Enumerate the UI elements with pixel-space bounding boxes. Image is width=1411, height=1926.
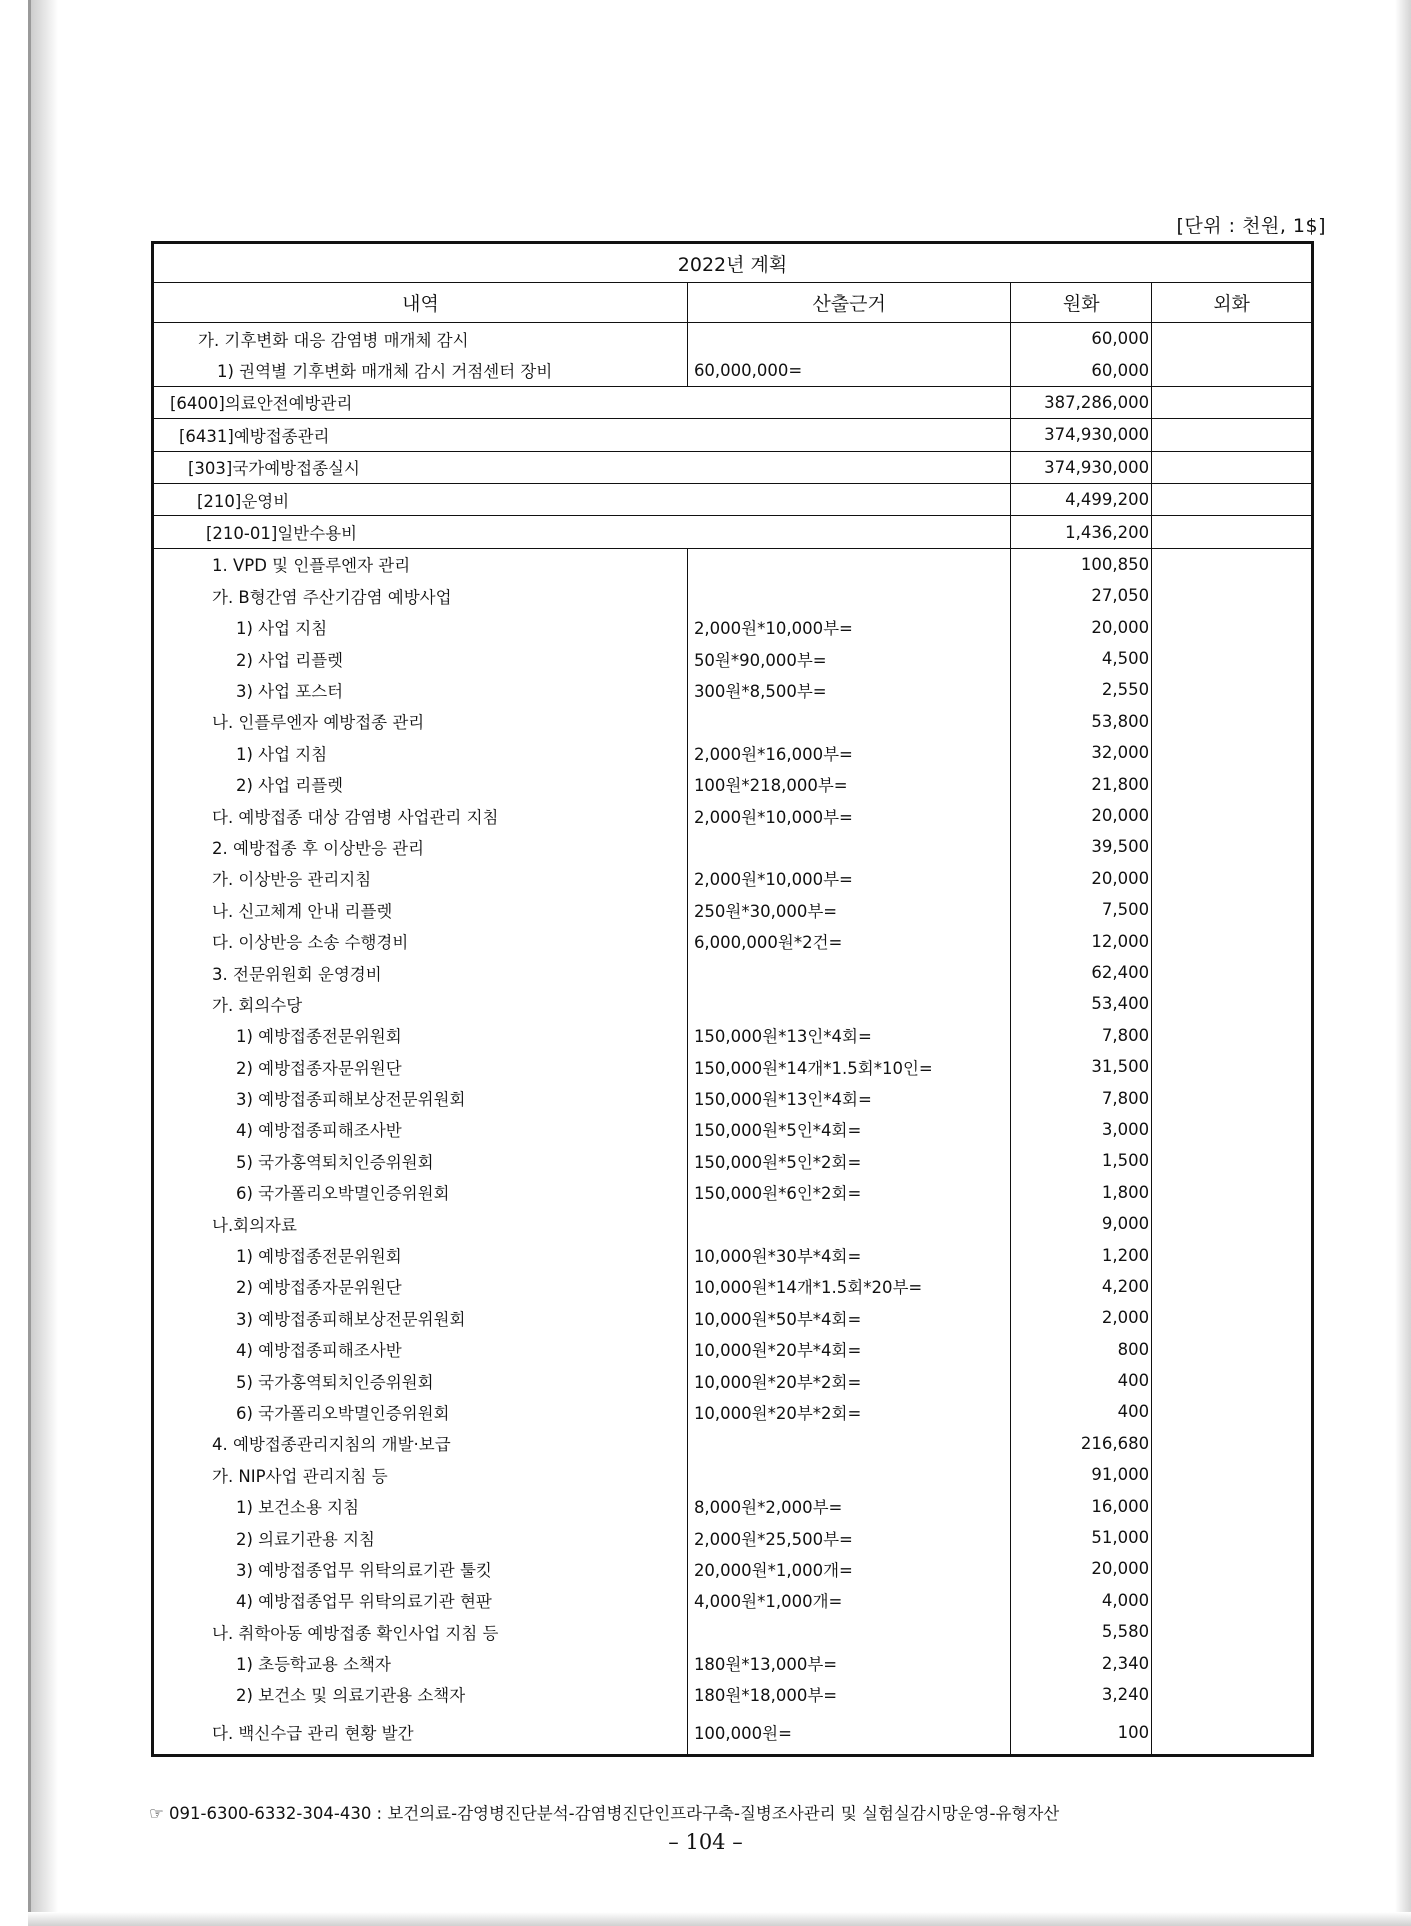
table-body [153,323,1313,1756]
cell-item: 6) 국가폴리오박멸인증위원회 [153,1177,688,1208]
cell-basis: 10,000원*20부*4회= [687,1334,1010,1365]
cell-krw: 2,550 [1011,674,1152,705]
cell-fx [1152,1177,1313,1208]
unit-label: [단위 : 천원, 1$] [1176,215,1326,237]
cell-krw: 3,240 [1011,1679,1152,1710]
cell-item: 2. 예방접종 후 이상반응 관리 [153,831,688,862]
cell-item: 1) 사업 지침 [153,612,688,643]
cell-krw: 16,000 [1011,1490,1152,1521]
cell-basis: 180원*18,000부= [687,1679,1010,1710]
cell-fx [1152,643,1313,674]
cell-krw: 1,200 [1011,1239,1152,1270]
cell-fx [1152,516,1313,548]
cell-item: 2) 예방접종자문위원단 [153,1271,688,1302]
column-header-basis: 산출근거 [687,283,1010,323]
column-header-item: 내역 [153,283,688,323]
cell-item: 2) 예방접종자문위원단 [153,1051,688,1082]
cell-krw: 400 [1011,1396,1152,1427]
table-row [153,1208,1313,1239]
cell-basis [687,706,1010,737]
cell-basis: 10,000원*50부*4회= [687,1302,1010,1333]
page-number: – 104 – [668,1830,743,1854]
cell-item: 3) 예방접종업무 위탁의료기관 툴킷 [153,1553,688,1584]
cell-fx [1152,1396,1313,1427]
cell-item: 가. 기후변화 대응 감염병 매개체 감시 [153,323,688,355]
cell-basis: 2,000원*10,000부= [687,863,1010,894]
cell-krw: 4,000 [1011,1585,1152,1616]
table-row [153,1114,1313,1145]
cell-krw: 20,000 [1011,612,1152,643]
cell-item: 3) 사업 포스터 [153,674,688,705]
cell-item: [210-01]일반수용비 [153,516,1011,548]
cell-fx [1152,354,1313,386]
cell-krw: 20,000 [1011,1553,1152,1584]
cell-item: 4) 예방접종피해조사반 [153,1114,688,1145]
cell-item: 1) 사업 지침 [153,737,688,768]
cell-fx [1152,1239,1313,1270]
cell-basis [687,323,1010,355]
cell-basis: 4,000원*1,000개= [687,1585,1010,1616]
table-row [153,1428,1313,1459]
cell-item: 2) 사업 리플렛 [153,768,688,799]
table-row [153,354,1313,386]
page-shadow-right [1395,0,1411,1926]
cell-fx [1152,1365,1313,1396]
cell-krw: 7,500 [1011,894,1152,925]
cell-fx [1152,1051,1313,1082]
cell-basis [687,988,1010,1019]
cell-fx [1152,706,1313,737]
table-row [153,1679,1313,1710]
cell-krw: 60,000 [1011,323,1152,355]
cell-basis: 180원*13,000부= [687,1647,1010,1678]
table-row [153,800,1313,831]
cell-fx [1152,1145,1313,1176]
cell-item: 1) 보건소용 지침 [153,1490,688,1521]
cell-basis: 8,000원*2,000부= [687,1490,1010,1521]
table-row [153,419,1313,451]
cell-krw: 7,800 [1011,1020,1152,1051]
table-row [153,1271,1313,1302]
table-row [153,863,1313,894]
cell-item: 3) 예방접종피해보상전문위원회 [153,1082,688,1113]
table-row [153,1585,1313,1616]
cell-basis: 10,000원*20부*2회= [687,1365,1010,1396]
cell-fx [1152,1114,1313,1145]
table-row [153,451,1313,483]
cell-basis: 6,000,000원*2건= [687,925,1010,956]
cell-krw: 53,800 [1011,706,1152,737]
cell-basis: 300원*8,500부= [687,674,1010,705]
cell-krw: 21,800 [1011,768,1152,799]
table-row [153,1020,1313,1051]
cell-krw: 374,930,000 [1011,451,1152,483]
cell-fx [1152,1522,1313,1553]
cell-item: 1) 예방접종전문위원회 [153,1020,688,1051]
cell-fx [1152,1459,1313,1490]
table-row [153,1710,1313,1756]
cell-basis: 150,000원*5인*4회= [687,1114,1010,1145]
cell-krw: 39,500 [1011,831,1152,862]
budget-table [151,241,1314,1757]
cell-fx [1152,957,1313,988]
cell-item: 3. 전문위원회 운영경비 [153,957,688,988]
cell-fx [1152,1616,1313,1647]
cell-krw: 100 [1011,1710,1152,1756]
cell-basis: 60,000,000= [687,354,1010,386]
cell-fx [1152,1271,1313,1302]
cell-basis: 2,000원*25,500부= [687,1522,1010,1553]
table-row [153,1334,1313,1365]
cell-basis: 150,000원*13인*4회= [687,1020,1010,1051]
cell-basis: 50원*90,000부= [687,643,1010,674]
table-row [153,957,1313,988]
cell-fx [1152,768,1313,799]
cell-basis: 100,000원= [687,1710,1010,1756]
cell-fx [1152,1082,1313,1113]
table-row [153,580,1313,611]
cell-fx [1152,323,1313,355]
cell-basis: 150,000원*5인*2회= [687,1145,1010,1176]
cell-item: 가. NIP사업 관리지침 등 [153,1459,688,1490]
table-row [153,894,1313,925]
table-row [153,516,1313,548]
table-row [153,1522,1313,1553]
cell-item: 나. 인플루엔자 예방접종 관리 [153,706,688,737]
cell-item: 다. 이상반응 소송 수행경비 [153,925,688,956]
cell-krw: 3,000 [1011,1114,1152,1145]
cell-basis [687,1428,1010,1459]
cell-item: 2) 사업 리플렛 [153,643,688,674]
cell-krw: 5,580 [1011,1616,1152,1647]
table-row [153,1490,1313,1521]
cell-item: 5) 국가홍역퇴치인증위원회 [153,1365,688,1396]
cell-item: 나.회의자료 [153,1208,688,1239]
cell-krw: 2,000 [1011,1302,1152,1333]
table-row [153,706,1313,737]
cell-basis: 2,000원*16,000부= [687,737,1010,768]
cell-krw: 32,000 [1011,737,1152,768]
table-row [153,1145,1313,1176]
cell-fx [1152,894,1313,925]
cell-basis [687,1208,1010,1239]
table-row [153,548,1313,580]
cell-krw: 374,930,000 [1011,419,1152,451]
cell-basis [687,957,1010,988]
cell-item: 4. 예방접종관리지침의 개발·보급 [153,1428,688,1459]
cell-item: [6400]의료안전예방관리 [153,386,1011,418]
cell-krw: 62,400 [1011,957,1152,988]
cell-basis: 100원*218,000부= [687,768,1010,799]
cell-fx [1152,1647,1313,1678]
cell-krw: 387,286,000 [1011,386,1152,418]
table-row [153,988,1313,1019]
cell-basis: 20,000원*1,000개= [687,1553,1010,1584]
cell-item: 1. VPD 및 인플루엔자 관리 [153,548,688,580]
cell-item: 1) 초등학교용 소책자 [153,1647,688,1678]
cell-basis [687,1459,1010,1490]
table-row [153,1177,1313,1208]
cell-fx [1152,580,1313,611]
cell-fx [1152,612,1313,643]
table-row [153,1553,1313,1584]
cell-fx [1152,1585,1313,1616]
column-header-krw: 원화 [1011,283,1152,323]
cell-item: 1) 권역별 기후변화 매개체 감시 거점센터 장비 [153,354,688,386]
cell-item: 다. 예방접종 대상 감염병 사업관리 지침 [153,800,688,831]
cell-krw: 216,680 [1011,1428,1152,1459]
cell-fx [1152,925,1313,956]
cell-fx [1152,483,1313,515]
cell-item: 가. B형간염 주산기감염 예방사업 [153,580,688,611]
cell-krw: 27,050 [1011,580,1152,611]
cell-krw: 400 [1011,1365,1152,1396]
cell-krw: 100,850 [1011,548,1152,580]
cell-item: 4) 예방접종업무 위탁의료기관 현판 [153,1585,688,1616]
table-row [153,1365,1313,1396]
table-row [153,674,1313,705]
page-shadow [28,0,58,1926]
cell-krw: 4,200 [1011,1271,1152,1302]
table-row [153,323,1313,355]
cell-basis: 150,000원*14개*1.5회*10인= [687,1051,1010,1082]
cell-fx [1152,1490,1313,1521]
table-row [153,737,1313,768]
cell-basis: 2,000원*10,000부= [687,800,1010,831]
cell-fx [1152,1679,1313,1710]
cell-basis: 250원*30,000부= [687,894,1010,925]
page-edge [28,0,31,1926]
table-row [153,386,1313,418]
table-row [153,1051,1313,1082]
cell-fx [1152,800,1313,831]
cell-fx [1152,1208,1313,1239]
cell-fx [1152,737,1313,768]
cell-fx [1152,831,1313,862]
cell-item: 1) 예방접종전문위원회 [153,1239,688,1270]
plan-header: 2022년 계획 [153,243,1313,283]
page-shadow-bottom [28,1912,1411,1926]
table-row [153,612,1313,643]
cell-item: 가. 회의수당 [153,988,688,1019]
cell-basis: 10,000원*30부*4회= [687,1239,1010,1270]
cell-basis [687,1616,1010,1647]
table-row [153,1396,1313,1427]
cell-krw: 7,800 [1011,1082,1152,1113]
cell-fx [1152,1710,1313,1756]
cell-fx [1152,451,1313,483]
cell-item: 가. 이상반응 관리지침 [153,863,688,894]
cell-krw: 1,500 [1011,1145,1152,1176]
cell-basis: 2,000원*10,000부= [687,612,1010,643]
cell-fx [1152,863,1313,894]
cell-item: 3) 예방접종피해보상전문위원회 [153,1302,688,1333]
cell-krw: 31,500 [1011,1051,1152,1082]
cell-basis: 150,000원*13인*4회= [687,1082,1010,1113]
cell-krw: 20,000 [1011,863,1152,894]
cell-krw: 4,500 [1011,643,1152,674]
column-header-fx: 외화 [1152,283,1313,323]
cell-fx [1152,1302,1313,1333]
table-row [153,1459,1313,1490]
table-row [153,483,1313,515]
cell-krw: 2,340 [1011,1647,1152,1678]
cell-item: 5) 국가홍역퇴치인증위원회 [153,1145,688,1176]
cell-basis [687,580,1010,611]
cell-basis [687,548,1010,580]
cell-krw: 800 [1011,1334,1152,1365]
cell-item: 2) 의료기관용 지침 [153,1522,688,1553]
table-row [153,1082,1313,1113]
table-row [153,1616,1313,1647]
cell-fx [1152,988,1313,1019]
table-row [153,768,1313,799]
cell-krw: 91,000 [1011,1459,1152,1490]
cell-krw: 12,000 [1011,925,1152,956]
budget-table-container [151,241,1314,1757]
cell-item: [6431]예방접종관리 [153,419,1011,451]
cell-fx [1152,386,1313,418]
cell-krw: 1,800 [1011,1177,1152,1208]
cell-item: 6) 국가폴리오박멸인증위원회 [153,1396,688,1427]
table-row [153,831,1313,862]
cell-item: 다. 백신수급 관리 현황 발간 [153,1710,688,1756]
table-row [153,925,1313,956]
cell-basis: 10,000원*20부*2회= [687,1396,1010,1427]
cell-fx [1152,1020,1313,1051]
cell-fx [1152,548,1313,580]
cell-fx [1152,419,1313,451]
table-row [153,1647,1313,1678]
cell-basis: 10,000원*14개*1.5회*20부= [687,1271,1010,1302]
cell-basis [687,831,1010,862]
cell-fx [1152,674,1313,705]
cell-item: 나. 취학아동 예방접종 확인사업 지침 등 [153,1616,688,1647]
cell-item: 2) 보건소 및 의료기관용 소책자 [153,1679,688,1710]
cell-fx [1152,1553,1313,1584]
cell-krw: 20,000 [1011,800,1152,831]
cell-krw: 60,000 [1011,354,1152,386]
cell-item: 4) 예방접종피해조사반 [153,1334,688,1365]
table-row [153,1239,1313,1270]
table-row [153,643,1313,674]
cell-krw: 9,000 [1011,1208,1152,1239]
cell-fx [1152,1428,1313,1459]
cell-item: [210]운영비 [153,483,1011,515]
cell-item: [303]국가예방접종실시 [153,451,1011,483]
cell-krw: 1,436,200 [1011,516,1152,548]
footer-note: ☞ 091-6300-6332-304-430 : 보건의료-감영병진단분석-감염병진단인프라구축-질병조사관리 및 실험실감시망운영-유형자산 [149,1804,1060,1823]
cell-item: 나. 신고체계 안내 리플렛 [153,894,688,925]
cell-basis: 150,000원*6인*2회= [687,1177,1010,1208]
cell-krw: 4,499,200 [1011,483,1152,515]
cell-fx [1152,1334,1313,1365]
cell-krw: 53,400 [1011,988,1152,1019]
table-row [153,1302,1313,1333]
cell-krw: 51,000 [1011,1522,1152,1553]
